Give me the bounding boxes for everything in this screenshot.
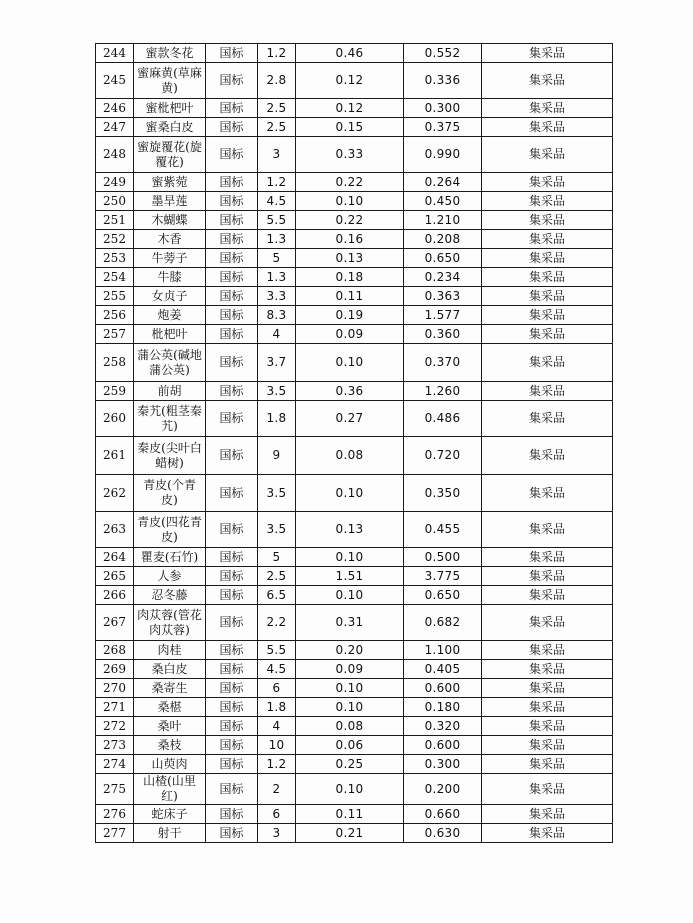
category-cell: 集采品	[482, 287, 613, 306]
unit-price-cell: 0.10	[296, 475, 404, 512]
unit-price-cell: 0.10	[296, 698, 404, 717]
herb-name: 枇杷叶	[134, 325, 206, 344]
category-cell: 集采品	[482, 475, 613, 512]
dose-cell: 2.5	[258, 118, 296, 137]
row-number: 248	[96, 137, 134, 173]
category-cell: 集采品	[482, 586, 613, 605]
dose-cell: 2.5	[258, 567, 296, 586]
herb-name: 木香	[134, 230, 206, 249]
row-number: 273	[96, 736, 134, 755]
row-number: 264	[96, 548, 134, 567]
unit-price-cell: 0.10	[296, 774, 404, 805]
category-cell: 集采品	[482, 698, 613, 717]
unit-price-cell: 0.11	[296, 805, 404, 824]
herb-name: 前胡	[134, 382, 206, 401]
standard-cell: 国标	[206, 287, 258, 306]
category-cell: 集采品	[482, 437, 613, 475]
dose-cell: 4	[258, 717, 296, 736]
standard-cell: 国标	[206, 805, 258, 824]
table-row	[96, 824, 613, 843]
dose-cell: 3.5	[258, 475, 296, 512]
table-row	[96, 137, 613, 173]
herb-name: 女贞子	[134, 287, 206, 306]
table-row	[96, 63, 613, 99]
amount-cell: 0.264	[404, 173, 482, 192]
dose-cell: 1.2	[258, 173, 296, 192]
amount-cell: 0.600	[404, 679, 482, 698]
standard-cell: 国标	[206, 306, 258, 325]
herb-name: 桑寄生	[134, 679, 206, 698]
dose-cell: 1.3	[258, 268, 296, 287]
table-row	[96, 475, 613, 512]
standard-cell: 国标	[206, 679, 258, 698]
category-cell: 集采品	[482, 605, 613, 641]
category-cell: 集采品	[482, 211, 613, 230]
row-number: 260	[96, 401, 134, 437]
standard-cell: 国标	[206, 249, 258, 268]
herb-name: 山萸肉	[134, 755, 206, 774]
unit-price-cell: 0.13	[296, 249, 404, 268]
dose-cell: 6	[258, 805, 296, 824]
table-row	[96, 736, 613, 755]
standard-cell: 国标	[206, 717, 258, 736]
dose-cell: 3	[258, 824, 296, 843]
category-cell: 集采品	[482, 660, 613, 679]
herb-name: 桑椹	[134, 698, 206, 717]
herb-name: 墨旱莲	[134, 192, 206, 211]
dose-cell: 2.5	[258, 99, 296, 118]
herb-name: 山楂(山里红)	[134, 774, 206, 805]
table-row	[96, 774, 613, 805]
amount-cell: 0.320	[404, 717, 482, 736]
unit-price-cell: 0.09	[296, 660, 404, 679]
standard-cell: 国标	[206, 567, 258, 586]
dose-cell: 3.5	[258, 512, 296, 548]
category-cell: 集采品	[482, 173, 613, 192]
row-number: 251	[96, 211, 134, 230]
herb-name: 瞿麦(石竹)	[134, 548, 206, 567]
table-row	[96, 192, 613, 211]
row-number: 252	[96, 230, 134, 249]
unit-price-cell: 0.10	[296, 344, 404, 382]
unit-price-cell: 0.21	[296, 824, 404, 843]
category-cell: 集采品	[482, 774, 613, 805]
amount-cell: 0.375	[404, 118, 482, 137]
amount-cell: 1.210	[404, 211, 482, 230]
amount-cell: 0.630	[404, 824, 482, 843]
standard-cell: 国标	[206, 344, 258, 382]
unit-price-cell: 0.08	[296, 437, 404, 475]
herb-name: 桑枝	[134, 736, 206, 755]
herb-name: 蒲公英(碱地蒲公英)	[134, 344, 206, 382]
herb-name: 木蝴蝶	[134, 211, 206, 230]
standard-cell: 国标	[206, 605, 258, 641]
standard-cell: 国标	[206, 548, 258, 567]
standard-cell: 国标	[206, 63, 258, 99]
standard-cell: 国标	[206, 824, 258, 843]
category-cell: 集采品	[482, 805, 613, 824]
row-number: 245	[96, 63, 134, 99]
category-cell: 集采品	[482, 230, 613, 249]
table-row	[96, 586, 613, 605]
amount-cell: 0.552	[404, 44, 482, 63]
category-cell: 集采品	[482, 401, 613, 437]
table-row	[96, 268, 613, 287]
table-row	[96, 805, 613, 824]
dose-cell: 6	[258, 679, 296, 698]
amount-cell: 0.650	[404, 249, 482, 268]
table-row	[96, 567, 613, 586]
herb-name: 炮姜	[134, 306, 206, 325]
row-number: 257	[96, 325, 134, 344]
amount-cell: 3.775	[404, 567, 482, 586]
unit-price-cell: 0.11	[296, 287, 404, 306]
table-row	[96, 382, 613, 401]
table-row	[96, 344, 613, 382]
unit-price-cell: 1.51	[296, 567, 404, 586]
amount-cell: 0.234	[404, 268, 482, 287]
table-row	[96, 698, 613, 717]
standard-cell: 国标	[206, 325, 258, 344]
unit-price-cell: 0.16	[296, 230, 404, 249]
amount-cell: 0.600	[404, 736, 482, 755]
row-number: 274	[96, 755, 134, 774]
category-cell: 集采品	[482, 736, 613, 755]
amount-cell: 0.200	[404, 774, 482, 805]
table-row	[96, 660, 613, 679]
amount-cell: 0.300	[404, 755, 482, 774]
row-number: 247	[96, 118, 134, 137]
category-cell: 集采品	[482, 755, 613, 774]
amount-cell: 0.500	[404, 548, 482, 567]
category-cell: 集采品	[482, 306, 613, 325]
row-number: 255	[96, 287, 134, 306]
dose-cell: 3.3	[258, 287, 296, 306]
herb-name: 秦皮(尖叶白蜡树)	[134, 437, 206, 475]
category-cell: 集采品	[482, 824, 613, 843]
category-cell: 集采品	[482, 679, 613, 698]
row-number: 272	[96, 717, 134, 736]
category-cell: 集采品	[482, 512, 613, 548]
row-number: 250	[96, 192, 134, 211]
standard-cell: 国标	[206, 268, 258, 287]
amount-cell: 0.208	[404, 230, 482, 249]
dose-cell: 5	[258, 548, 296, 567]
amount-cell: 1.100	[404, 641, 482, 660]
table-row	[96, 99, 613, 118]
amount-cell: 1.577	[404, 306, 482, 325]
category-cell: 集采品	[482, 63, 613, 99]
amount-cell: 0.370	[404, 344, 482, 382]
row-number: 277	[96, 824, 134, 843]
table-row	[96, 548, 613, 567]
dose-cell: 1.8	[258, 698, 296, 717]
dose-cell: 6.5	[258, 586, 296, 605]
table-row	[96, 230, 613, 249]
standard-cell: 国标	[206, 401, 258, 437]
category-cell: 集采品	[482, 192, 613, 211]
amount-cell: 0.660	[404, 805, 482, 824]
category-cell: 集采品	[482, 382, 613, 401]
amount-cell: 0.363	[404, 287, 482, 306]
standard-cell: 国标	[206, 44, 258, 63]
row-number: 267	[96, 605, 134, 641]
amount-cell: 0.650	[404, 586, 482, 605]
herb-name: 牛膝	[134, 268, 206, 287]
table-row	[96, 118, 613, 137]
dose-cell: 1.8	[258, 401, 296, 437]
dose-cell: 9	[258, 437, 296, 475]
herb-name: 忍冬藤	[134, 586, 206, 605]
table-row	[96, 211, 613, 230]
table-row	[96, 173, 613, 192]
table-row	[96, 641, 613, 660]
unit-price-cell: 0.46	[296, 44, 404, 63]
table-row	[96, 325, 613, 344]
herb-name: 青皮(个青皮)	[134, 475, 206, 512]
row-number: 265	[96, 567, 134, 586]
unit-price-cell: 0.15	[296, 118, 404, 137]
row-number: 261	[96, 437, 134, 475]
amount-cell: 0.300	[404, 99, 482, 118]
dose-cell: 4.5	[258, 192, 296, 211]
dose-cell: 2.8	[258, 63, 296, 99]
herb-name: 青皮(四花青皮)	[134, 512, 206, 548]
table-row	[96, 605, 613, 641]
row-number: 269	[96, 660, 134, 679]
amount-cell: 0.180	[404, 698, 482, 717]
dose-cell: 3.7	[258, 344, 296, 382]
unit-price-cell: 0.27	[296, 401, 404, 437]
standard-cell: 国标	[206, 230, 258, 249]
row-number: 244	[96, 44, 134, 63]
unit-price-cell: 0.25	[296, 755, 404, 774]
unit-price-cell: 0.10	[296, 192, 404, 211]
row-number: 263	[96, 512, 134, 548]
standard-cell: 国标	[206, 211, 258, 230]
unit-price-cell: 0.20	[296, 641, 404, 660]
dose-cell: 5.5	[258, 641, 296, 660]
amount-cell: 0.405	[404, 660, 482, 679]
unit-price-cell: 0.12	[296, 63, 404, 99]
table-row	[96, 437, 613, 475]
unit-price-cell: 0.10	[296, 679, 404, 698]
row-number: 256	[96, 306, 134, 325]
table-row	[96, 287, 613, 306]
table-row	[96, 755, 613, 774]
standard-cell: 国标	[206, 512, 258, 548]
dose-cell: 4.5	[258, 660, 296, 679]
amount-cell: 1.260	[404, 382, 482, 401]
category-cell: 集采品	[482, 268, 613, 287]
amount-cell: 0.990	[404, 137, 482, 173]
herb-name: 牛蒡子	[134, 249, 206, 268]
dose-cell: 5	[258, 249, 296, 268]
standard-cell: 国标	[206, 99, 258, 118]
table-row	[96, 679, 613, 698]
category-cell: 集采品	[482, 548, 613, 567]
table-row	[96, 717, 613, 736]
standard-cell: 国标	[206, 586, 258, 605]
amount-cell: 0.720	[404, 437, 482, 475]
herb-name: 桑叶	[134, 717, 206, 736]
dose-cell: 4	[258, 325, 296, 344]
standard-cell: 国标	[206, 736, 258, 755]
category-cell: 集采品	[482, 567, 613, 586]
amount-cell: 0.455	[404, 512, 482, 548]
table-row	[96, 512, 613, 548]
row-number: 270	[96, 679, 134, 698]
category-cell: 集采品	[482, 137, 613, 173]
standard-cell: 国标	[206, 118, 258, 137]
table-row	[96, 249, 613, 268]
herb-name: 人参	[134, 567, 206, 586]
herb-name: 蜜紫菀	[134, 173, 206, 192]
amount-cell: 0.336	[404, 63, 482, 99]
row-number: 276	[96, 805, 134, 824]
standard-cell: 国标	[206, 774, 258, 805]
herb-name: 秦艽(粗茎秦艽)	[134, 401, 206, 437]
herb-name: 射干	[134, 824, 206, 843]
unit-price-cell: 0.13	[296, 512, 404, 548]
standard-cell: 国标	[206, 137, 258, 173]
row-number: 275	[96, 774, 134, 805]
amount-cell: 0.486	[404, 401, 482, 437]
herb-name: 蜜枇杷叶	[134, 99, 206, 118]
row-number: 259	[96, 382, 134, 401]
category-cell: 集采品	[482, 44, 613, 63]
unit-price-cell: 0.08	[296, 717, 404, 736]
standard-cell: 国标	[206, 437, 258, 475]
herb-name: 蛇床子	[134, 805, 206, 824]
dose-cell: 1.2	[258, 755, 296, 774]
row-number: 262	[96, 475, 134, 512]
herb-name: 肉桂	[134, 641, 206, 660]
row-number: 246	[96, 99, 134, 118]
category-cell: 集采品	[482, 325, 613, 344]
table-row	[96, 44, 613, 63]
row-number: 268	[96, 641, 134, 660]
unit-price-cell: 0.33	[296, 137, 404, 173]
unit-price-cell: 0.10	[296, 586, 404, 605]
standard-cell: 国标	[206, 173, 258, 192]
herb-name: 蜜桑白皮	[134, 118, 206, 137]
row-number: 271	[96, 698, 134, 717]
dose-cell: 3	[258, 137, 296, 173]
category-cell: 集采品	[482, 118, 613, 137]
row-number: 266	[96, 586, 134, 605]
unit-price-cell: 0.22	[296, 211, 404, 230]
table-row	[96, 401, 613, 437]
row-number: 249	[96, 173, 134, 192]
amount-cell: 0.682	[404, 605, 482, 641]
standard-cell: 国标	[206, 660, 258, 679]
category-cell: 集采品	[482, 99, 613, 118]
category-cell: 集采品	[482, 717, 613, 736]
herb-price-table	[95, 43, 613, 843]
unit-price-cell: 0.12	[296, 99, 404, 118]
category-cell: 集采品	[482, 641, 613, 660]
row-number: 258	[96, 344, 134, 382]
standard-cell: 国标	[206, 192, 258, 211]
category-cell: 集采品	[482, 249, 613, 268]
dose-cell: 2.2	[258, 605, 296, 641]
herb-name: 蜜麻黄(草麻黄)	[134, 63, 206, 99]
standard-cell: 国标	[206, 641, 258, 660]
table-row	[96, 306, 613, 325]
herb-name: 蜜旋覆花(旋覆花)	[134, 137, 206, 173]
dose-cell: 1.3	[258, 230, 296, 249]
category-cell: 集采品	[482, 344, 613, 382]
unit-price-cell: 0.36	[296, 382, 404, 401]
standard-cell: 国标	[206, 382, 258, 401]
amount-cell: 0.450	[404, 192, 482, 211]
unit-price-cell: 0.19	[296, 306, 404, 325]
unit-price-cell: 0.06	[296, 736, 404, 755]
dose-cell: 8.3	[258, 306, 296, 325]
unit-price-cell: 0.31	[296, 605, 404, 641]
dose-cell: 3.5	[258, 382, 296, 401]
dose-cell: 10	[258, 736, 296, 755]
unit-price-cell: 0.22	[296, 173, 404, 192]
herb-name: 桑白皮	[134, 660, 206, 679]
unit-price-cell: 0.18	[296, 268, 404, 287]
dose-cell: 1.2	[258, 44, 296, 63]
dose-cell: 2	[258, 774, 296, 805]
standard-cell: 国标	[206, 475, 258, 512]
unit-price-cell: 0.10	[296, 548, 404, 567]
dose-cell: 5.5	[258, 211, 296, 230]
herb-name: 蜜款冬花	[134, 44, 206, 63]
herb-name: 肉苁蓉(管花肉苁蓉)	[134, 605, 206, 641]
standard-cell: 国标	[206, 698, 258, 717]
unit-price-cell: 0.09	[296, 325, 404, 344]
amount-cell: 0.350	[404, 475, 482, 512]
amount-cell: 0.360	[404, 325, 482, 344]
row-number: 253	[96, 249, 134, 268]
standard-cell: 国标	[206, 755, 258, 774]
row-number: 254	[96, 268, 134, 287]
